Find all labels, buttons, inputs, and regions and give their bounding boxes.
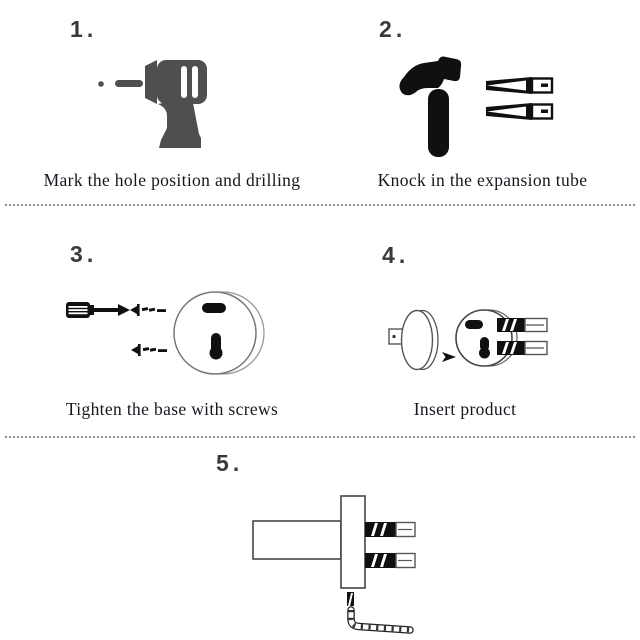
screw-in-anchor-icon	[497, 318, 547, 332]
product-disc	[402, 311, 433, 370]
step-2-number: 2.	[379, 16, 407, 42]
product-icon	[381, 306, 443, 372]
expansion-tube-icon	[486, 77, 552, 94]
assembled-product-side-icon	[248, 493, 416, 638]
base-keyhole	[210, 333, 223, 360]
drill-bit	[115, 80, 143, 87]
product-arm-dot	[392, 335, 395, 338]
mark-dot	[98, 81, 104, 87]
hex-key-icon	[351, 610, 410, 630]
dotted-divider	[5, 204, 635, 206]
step-3-number: 3.	[70, 241, 98, 267]
step-4-number: 4.	[382, 242, 410, 268]
step-1-caption: Mark the hole position and drilling	[43, 170, 301, 190]
base-slot-horizontal	[465, 320, 483, 329]
dotted-divider	[5, 436, 635, 438]
screw-in-anchor-icon	[365, 522, 415, 537]
expansion-tube-icon	[486, 103, 552, 120]
screw-icon	[131, 344, 167, 356]
base-keyhole	[479, 337, 490, 359]
step-1-number: 1.	[70, 16, 98, 42]
screw-in-anchor-icon	[365, 553, 415, 568]
step-5-number: 5.	[216, 450, 244, 476]
drill-icon	[95, 56, 215, 151]
drill-vent	[181, 66, 187, 98]
set-screw-icon	[347, 592, 354, 606]
round-base-icon	[172, 289, 268, 379]
screwdriver-icon	[66, 300, 130, 320]
hammer-head	[399, 57, 461, 96]
screw-icon	[130, 304, 166, 316]
step-3-caption: Tighten the base with screws	[65, 399, 279, 419]
expansion-tubes-icon	[486, 77, 558, 121]
screw-in-anchor-icon	[497, 341, 547, 355]
hammer-handle	[428, 89, 449, 157]
base-plate-side	[341, 496, 365, 588]
product-arm-side	[253, 521, 341, 559]
hammer-icon	[398, 55, 470, 157]
base-slot-horizontal	[202, 303, 226, 313]
step-4-caption: Insert product	[413, 399, 517, 419]
arrow-right-icon	[442, 351, 456, 363]
arrow-right-icon	[118, 304, 130, 316]
round-base-with-screws-icon	[455, 308, 551, 368]
drill-chuck	[145, 60, 157, 104]
drill-vent	[192, 66, 198, 98]
drill-handle	[158, 103, 201, 148]
step-2-caption: Knock in the expansion tube	[377, 170, 588, 190]
